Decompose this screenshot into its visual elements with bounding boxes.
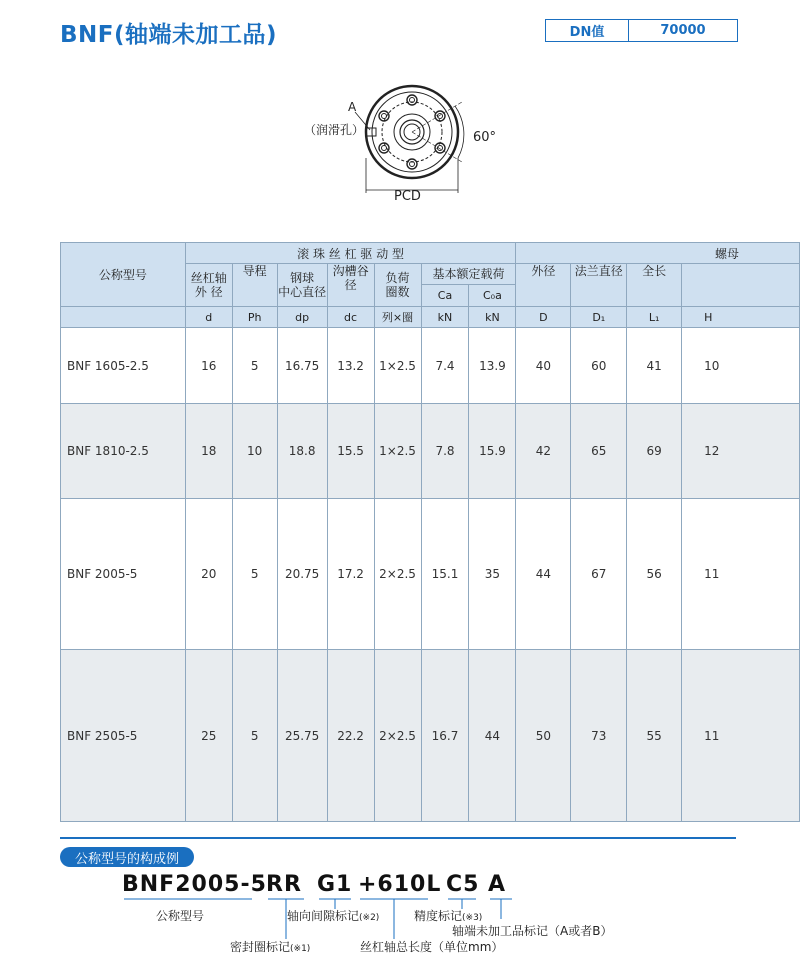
cell-dc: 13.2 bbox=[327, 328, 374, 404]
unit-od: D bbox=[516, 307, 571, 328]
cell-ca: 7.8 bbox=[421, 404, 469, 499]
cell-dp: 25.75 bbox=[277, 650, 327, 822]
cell-dp: 18.8 bbox=[277, 404, 327, 499]
cell-od: 42 bbox=[516, 404, 571, 499]
annot-seal: 密封圈标记(※1) bbox=[230, 940, 311, 954]
cell-ca: 7.4 bbox=[421, 328, 469, 404]
cell-circ: 1×2.5 bbox=[374, 404, 421, 499]
header-nut-od: 外径 bbox=[516, 264, 571, 307]
header-length: 全长 bbox=[627, 264, 682, 307]
header-root-dia: 沟槽谷径 bbox=[327, 264, 374, 307]
cell-c0a: 44 bbox=[469, 650, 516, 822]
cell-h: 11 bbox=[682, 650, 800, 822]
header-circuits: 负荷 圈数 bbox=[374, 264, 421, 307]
annot-shaft-end: 轴端未加工品标记（A或者B） bbox=[452, 924, 613, 938]
table-row bbox=[61, 499, 800, 650]
cell-len: 69 bbox=[627, 404, 682, 499]
code-model: BNF2005-5 bbox=[122, 872, 267, 897]
header-lead: 导程 bbox=[232, 264, 277, 307]
unit-c0a: kN bbox=[469, 307, 516, 328]
cell-dp: 16.75 bbox=[277, 328, 327, 404]
cell-len: 41 bbox=[627, 328, 682, 404]
code-clearance: G1 bbox=[317, 872, 353, 897]
table-row bbox=[61, 650, 800, 822]
code-seal: RR bbox=[266, 872, 302, 897]
code-length: +610L bbox=[358, 872, 442, 897]
header-ca: Ca bbox=[421, 285, 469, 307]
label-a: A bbox=[348, 100, 357, 114]
annot-model: 公称型号 bbox=[156, 909, 205, 923]
cell-h: 12 bbox=[682, 404, 800, 499]
cell-len: 55 bbox=[627, 650, 682, 822]
cell-dc: 15.5 bbox=[327, 404, 374, 499]
cell-ph: 5 bbox=[232, 499, 277, 650]
annot-clearance: 轴向间隙标记(※2) bbox=[287, 909, 380, 923]
cell-h: 10 bbox=[682, 328, 800, 404]
cell-d: 18 bbox=[185, 404, 232, 499]
cell-d: 20 bbox=[185, 499, 232, 650]
cell-od: 50 bbox=[516, 650, 571, 822]
cell-circ: 1×2.5 bbox=[374, 328, 421, 404]
unit-dc: dc bbox=[327, 307, 374, 328]
header-load-rating: 基本额定载荷 bbox=[421, 264, 516, 285]
cell-circ: 2×2.5 bbox=[374, 650, 421, 822]
unit-ph: Ph bbox=[232, 307, 277, 328]
table-row bbox=[61, 404, 800, 499]
cell-flange: 65 bbox=[571, 404, 627, 499]
cell-h: 11 bbox=[682, 499, 800, 650]
cell-len: 56 bbox=[627, 499, 682, 650]
cell-d: 16 bbox=[185, 328, 232, 404]
section-divider bbox=[60, 837, 736, 839]
cell-c0a: 15.9 bbox=[469, 404, 516, 499]
cell-ph: 5 bbox=[232, 328, 277, 404]
dn-value: 70000 bbox=[660, 23, 706, 38]
label-angle: 60° bbox=[473, 130, 497, 145]
cell-flange: 60 bbox=[571, 328, 627, 404]
unit-h: H bbox=[682, 307, 800, 328]
cell-model: BNF 2505-5 bbox=[61, 650, 186, 822]
cell-ca: 15.1 bbox=[421, 499, 469, 650]
cell-model: BNF 2005-5 bbox=[61, 499, 186, 650]
label-pcd: PCD bbox=[394, 189, 421, 204]
cell-dc: 17.2 bbox=[327, 499, 374, 650]
cell-c0a: 35 bbox=[469, 499, 516, 650]
unit-d: d bbox=[185, 307, 232, 328]
header-c0a: C₀a bbox=[469, 285, 516, 307]
code-shaft-end: A bbox=[488, 872, 507, 897]
dn-value-box bbox=[545, 19, 738, 42]
header-ball-pcd: 钢球 中心直径 bbox=[277, 264, 327, 307]
unit-circuits: 列×圈 bbox=[374, 307, 421, 328]
cell-model: BNF 1810-2.5 bbox=[61, 404, 186, 499]
cell-c0a: 13.9 bbox=[469, 328, 516, 404]
cell-flange: 67 bbox=[571, 499, 627, 650]
unit-flange: D₁ bbox=[571, 307, 627, 328]
annot-length: 丝杠轴总长度（单位mm） bbox=[360, 940, 504, 954]
code-accuracy: C5 bbox=[446, 872, 480, 897]
annot-accuracy: 精度标记(※3) bbox=[414, 909, 483, 923]
nut-end-view-diagram bbox=[290, 78, 520, 208]
cell-ph: 10 bbox=[232, 404, 277, 499]
cell-model: BNF 1605-2.5 bbox=[61, 328, 186, 404]
cell-dc: 22.2 bbox=[327, 650, 374, 822]
unit-ca: kN bbox=[421, 307, 469, 328]
page-title: BNF(轴端未加工品) bbox=[60, 22, 278, 48]
cell-ph: 5 bbox=[232, 650, 277, 822]
header-model: 公称型号 bbox=[61, 243, 186, 307]
example-heading: 公称型号的构成例 bbox=[60, 847, 194, 867]
specification-table bbox=[60, 242, 800, 822]
unit-length: L₁ bbox=[627, 307, 682, 328]
table-row bbox=[61, 328, 800, 404]
unit-dp: dp bbox=[277, 307, 327, 328]
cell-ca: 16.7 bbox=[421, 650, 469, 822]
cell-dp: 20.75 bbox=[277, 499, 327, 650]
dn-label: DN值 bbox=[546, 20, 629, 41]
header-group-screw: 滚 珠 丝 杠 驱 动 型 bbox=[185, 243, 516, 264]
cell-circ: 2×2.5 bbox=[374, 499, 421, 650]
cell-flange: 73 bbox=[571, 650, 627, 822]
header-group-nut: 螺母 bbox=[516, 243, 800, 264]
cell-d: 25 bbox=[185, 650, 232, 822]
header-shaft-od: 丝杠轴 外 径 bbox=[185, 264, 232, 307]
label-oil-hole: （润滑孔） bbox=[304, 123, 365, 137]
cell-od: 40 bbox=[516, 328, 571, 404]
cell-od: 44 bbox=[516, 499, 571, 650]
header-flange-dia: 法兰直径 bbox=[571, 264, 627, 307]
